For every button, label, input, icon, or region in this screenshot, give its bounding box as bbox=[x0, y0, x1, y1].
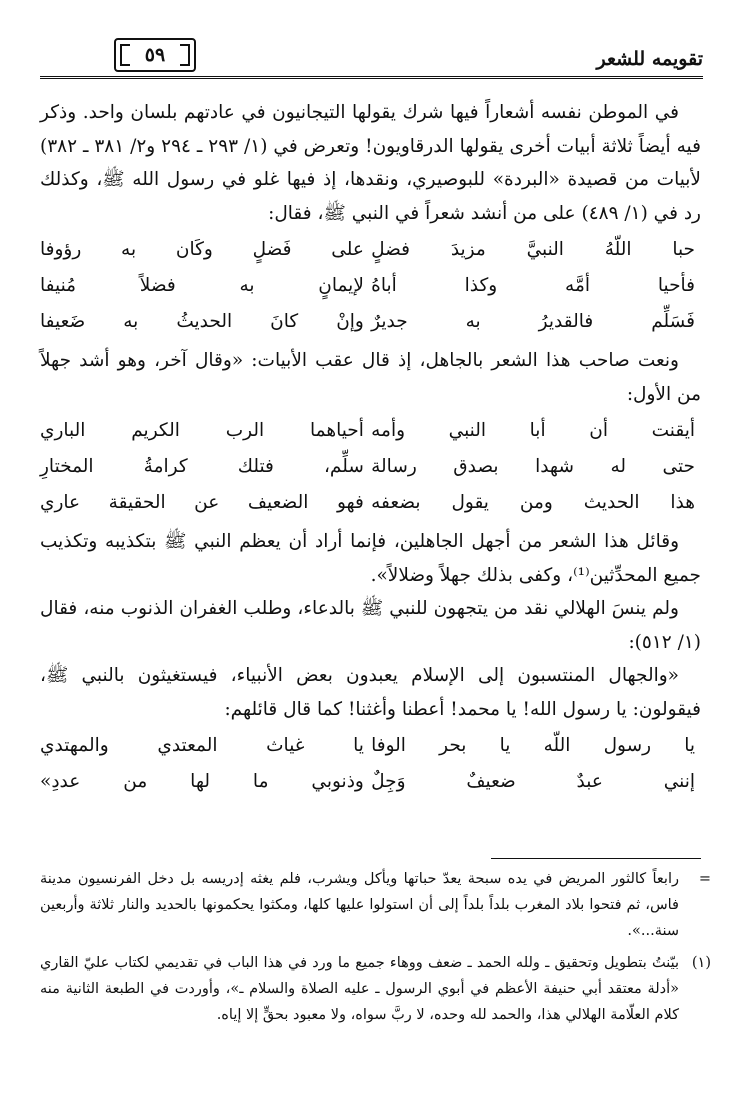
verse-second-hemistich: فهو الضعيف عن الحقيقة عاري bbox=[40, 492, 364, 513]
poem-1 bbox=[40, 232, 701, 340]
running-title: تقويمه للشعر bbox=[596, 48, 703, 70]
footnote-marker: = bbox=[698, 871, 711, 887]
verse-second-hemistich: سلِّم، فتلك كرامةُ المختارِ bbox=[40, 456, 364, 477]
page-number: ٥٩ bbox=[144, 44, 166, 66]
paragraph: «والجهال المنتسبون إلى الإسلام يعبدون بعض الأنبياء، فيستغيثون بالنبي ﷺ، فيقولون: يا رسول الله! يا محمد! أعطنا وأغثنا! كما قال قائلهم: bbox=[40, 665, 701, 720]
footnote-text: بيّنتُ بتطويل وتحقيق ـ ولله الحمد ـ ضعف ووهاء جميع ما ورد في هذا الباب في تقديمي لكتاب عليّ القاري «أدلة معتقد أبي حنيفة الأعظم في أبوي الرسول ـ عليه الصلاة والسلام ـ»، وأوردت في الطبعة الثانية منه كلام العلّامة الهلالي هذا، والحمد لله وحده، لا ربَّ سواه، ولا معبود بحقٍّ إلا إياه. bbox=[40, 955, 679, 1023]
verse bbox=[40, 268, 701, 304]
verse bbox=[40, 449, 701, 485]
verse-second-hemistich: وذنوبي ما لها من عددِ» bbox=[40, 771, 364, 792]
verse-first-hemistich: حتى له شهدا بصدق رسالة bbox=[371, 456, 695, 477]
paragraph: ولم ينسَ الهلالي نقد من يتجهون للنبي ﷺ بالدعاء، وطلب الغفران الذنوب منه، فقال (١/ ٥١٢): bbox=[40, 598, 701, 653]
header-rule bbox=[40, 76, 703, 79]
page-number-badge bbox=[114, 38, 196, 72]
footnote-marker: (١) bbox=[691, 955, 711, 971]
verse-second-hemistich: لإيمانٍ به فضلاً مُنيفا bbox=[40, 275, 364, 296]
poem-3 bbox=[40, 728, 701, 800]
verse bbox=[40, 728, 701, 764]
verse-first-hemistich: فَسَلِّم فالقديرُ به جديرٌ bbox=[371, 311, 695, 332]
verse bbox=[40, 304, 701, 340]
footnote-text: رابعاً كالثور المريض في يده سبحة يعدّ حباتها ويأكل ويشرب، فلم يغثه إدريسه بل دخل الفرنسيون مدينة فاس، ثم فتحوا بلاد المغرب بلداً بلداً إلى أن استولوا عليها كلها، ومكثوا يحكمونها بالحديد والنار ثلاثة وأربعين سنة...». bbox=[40, 871, 679, 939]
verse-first-hemistich: حبا اللّهُ النبيَّ مزيدَ فضلٍ bbox=[371, 239, 695, 260]
verse-second-hemistich: أحياهما الرب الكريم الباري bbox=[40, 420, 364, 441]
verse bbox=[40, 764, 701, 800]
footnote-separator bbox=[491, 858, 701, 859]
verse-second-hemistich: على فَضلٍ وكَان به رؤوفا bbox=[40, 239, 364, 260]
verse bbox=[40, 413, 701, 449]
main-text bbox=[40, 96, 701, 804]
footnote bbox=[40, 950, 711, 1028]
verse bbox=[40, 485, 701, 521]
verse-first-hemistich: أيقنت أن أبا النبي وأمه bbox=[371, 420, 695, 441]
page-header bbox=[40, 38, 703, 78]
verse-first-hemistich: يا رسول اللّه يا بحر الوفا bbox=[371, 735, 695, 756]
verse-second-hemistich: وإنْ كانَ الحديثُ به ضَعيفا bbox=[40, 311, 364, 332]
verse-first-hemistich: إنني عبدٌ ضعيفٌ وَجِلٌ bbox=[371, 771, 695, 792]
footnotes bbox=[40, 866, 711, 1034]
poem-2 bbox=[40, 413, 701, 521]
verse-first-hemistich: هذا الحديث ومن يقول بضعفه bbox=[371, 492, 695, 513]
paragraph: ونعت صاحب هذا الشعر بالجاهل، إذ قال عقب الأبيات: «وقال آخر، وهو أشد جهلاً من الأول: bbox=[40, 350, 701, 405]
paragraph: في الموطن نفسه أشعاراً فيها شرك يقولها التيجانيون في عادتهم بلسان واحد. وذكر فيه أيضاً ثلاثة أبيات أخرى يقولها الدرقاويون! وتعرض في (١/ ٢٩٣ ـ ٢٩٤ و٢/ ٣٨١ ـ ٣٨٢) لأبيات من قصيدة «البردة» للبوصيري، ونقدها، إذ فيها غلو في رسول الله ﷺ، وكذلك رد في (١/ ٤٨٩) على من أنشد شعراً في النبي ﷺ، فقال: bbox=[40, 102, 701, 224]
footnote bbox=[40, 866, 711, 944]
verse bbox=[40, 232, 701, 268]
paragraph: وقائل هذا الشعر من أجهل الجاهلين، فإنما أراد أن يعظم النبي ﷺ بتكذيبه وتكذيب جميع المحدِّثين⁽¹⁾، وكفى بذلك جهلاً وضلالاً». bbox=[40, 531, 701, 586]
verse-second-hemistich: يا غياث المعتدي والمهتدي bbox=[40, 735, 364, 756]
verse-first-hemistich: فأحيا أمَّه وكذا أباهُ bbox=[371, 275, 695, 296]
